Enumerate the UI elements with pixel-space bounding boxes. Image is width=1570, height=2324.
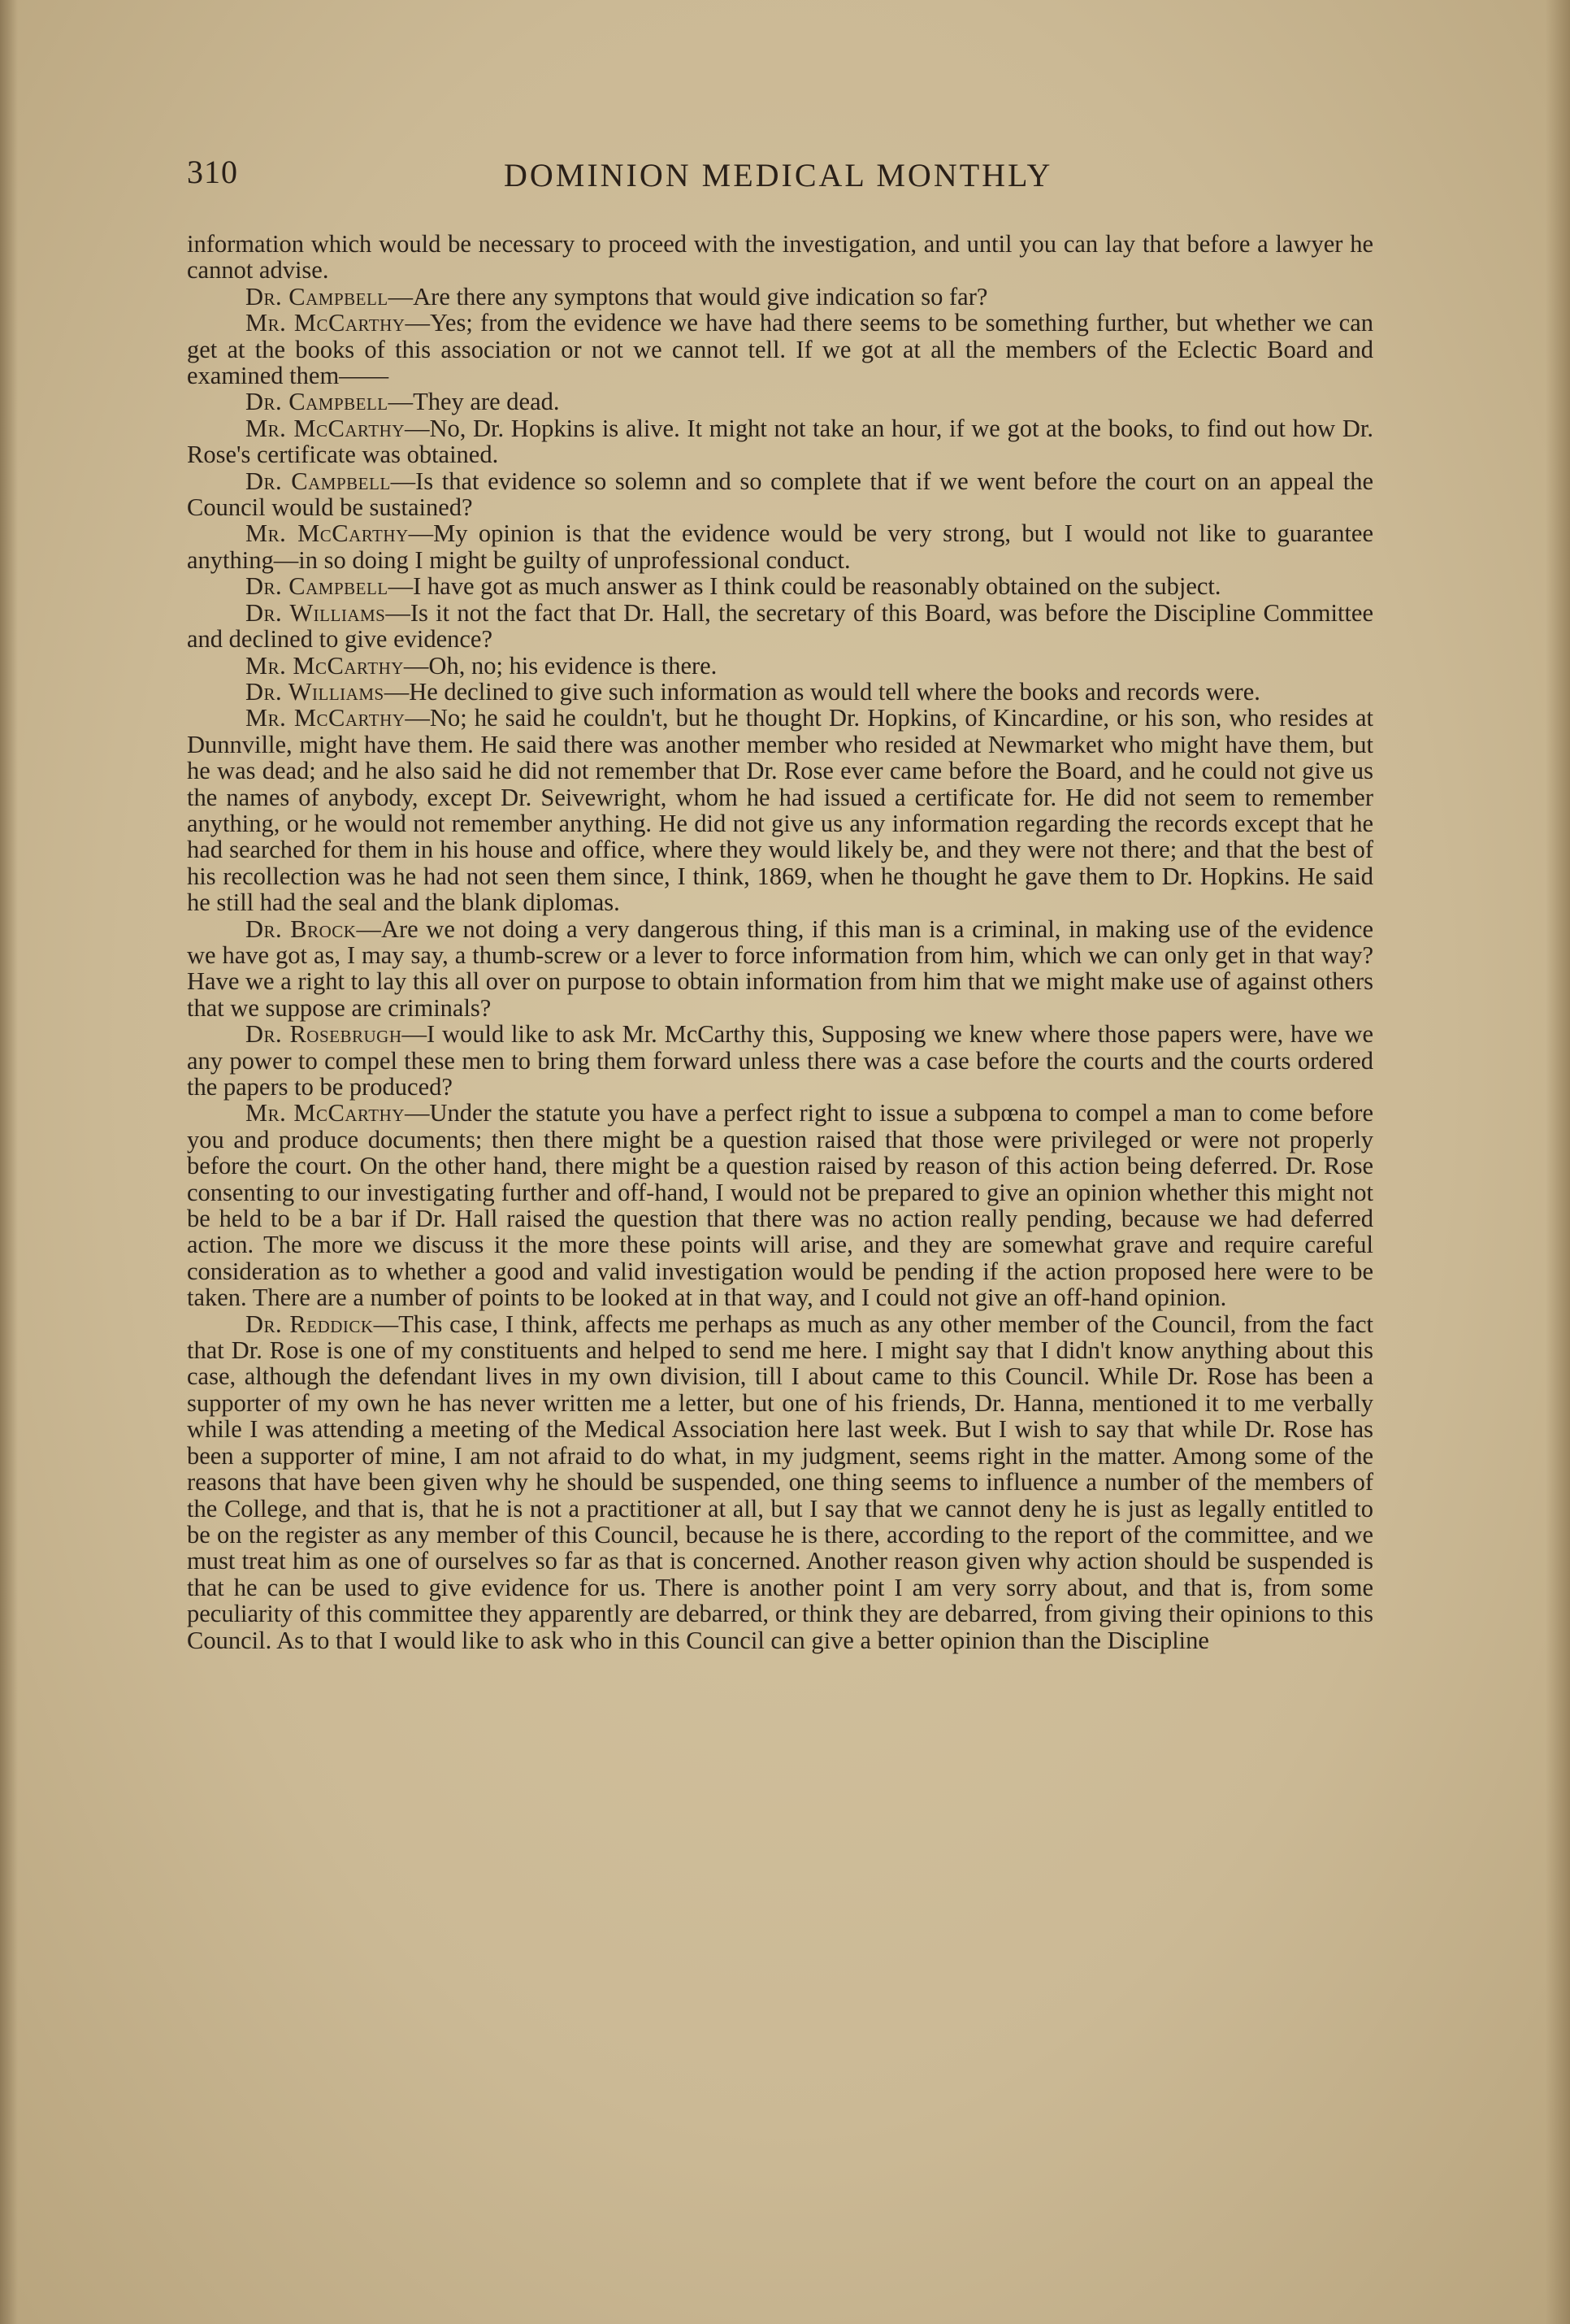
speaker: Dr. Campbell xyxy=(245,282,388,311)
speaker: Mr. McCarthy xyxy=(245,414,405,442)
paragraph-text: —This case, I think, affects me perhaps as much as any other member of the Council, from the fact that Dr. Rose is one of my constituents and helped to send me here. I might say that I didn't know anything about this case, although the defendant lives in my own division, till I about came to this Council. While Dr. Rose has been a supporter of my own he has never written me a letter, but one of his friends, Dr. Hanna, mentioned it to me verbally while I was attending a meeting of the Medical Association here last week. But I wish to say that while Dr. Rose has been a supporter of mine, I am not afraid to do what, in my judgment, seems right in the matter. Among some of the reasons that have been given why he should be suspended, one thing seems to influence a number of the members of the College, and that is, that he is not a practitioner at all, but I say that we cannot deny he is just as legally entitled to be on the register as any member of this Council, because he is there, according to the report of the committee, and we must treat him as one of ourselves so far as that is concerned. Another reason given why action should be suspended is that he can be used to give evidence for us. There is another point I am very sorry about, and that is, from some peculiarity of this committee they apparently are debarred, or think they are debarred, from giving their opinions to this Council. As to that I would like to ask who in this Council can give a better opinion than the Discipline xyxy=(187,1310,1373,1654)
paragraph-text: —No, Dr. Hopkins is alive. It might not take an hour, if we got at the books, to find out how Dr. Rose's certificate was obtained. xyxy=(187,414,1373,469)
paragraph xyxy=(187,705,1373,915)
page-number: 310 xyxy=(187,154,238,190)
paragraph xyxy=(187,600,1373,653)
paragraph xyxy=(187,1021,1373,1100)
journal-title: DOMINION MEDICAL MONTHLY xyxy=(504,157,1053,193)
paragraph xyxy=(187,653,1373,679)
paragraph xyxy=(187,415,1373,468)
paragraph xyxy=(187,284,1373,310)
paragraph-text: —Are we not doing a very dangerous thing, if this man is a criminal, in making use of the evidence we have got as, I may say, a thumb-screw or a lever to force information from him, which we can only get in that way? Have we a right to lay this all over on purpose to obtain information from him that we might make use of against others that we suppose are criminals? xyxy=(187,914,1373,1022)
speaker: Mr. McCarthy xyxy=(245,309,406,337)
paragraph xyxy=(187,389,1373,415)
paragraph-text: —My opinion is that the evidence would be very strong, but I would not like to guarantee anything—in so doing I might be guilty of unprofessional conduct. xyxy=(187,519,1373,574)
paragraph-text: —No; he said he couldn't, but he thought Dr. Hopkins, of Kincardine, or his son, who resides at Dunnville, might have them. He said there was another member who resided at Newmarket who might have them, but he was dead; and he also said he did not remember that Dr. Rose ever came before the Board, and he could not give us the names of anybody, except Dr. Seivewright, whom he had issued a certificate for. He did not seem to remember anything, or he would not remember anything. He did not give us any information regarding the records except that he had searched for them in his house and office, where they would likely be, and they were not there; and that the best of his recollection was he had not seen them since, I think, 1869, when he thought he gave them to Dr. Hopkins. He said he still had the seal and the blank diplomas. xyxy=(187,704,1373,917)
running-header xyxy=(187,153,1373,202)
paragraph-text: —Is it not the fact that Dr. Hall, the secretary of this Board, was before the Discipline Committee and declined to give evidence? xyxy=(187,598,1373,654)
paragraph-text: —I would like to ask Mr. McCarthy this, Supposing we knew where those papers were, have we any power to compel these men to bring them forward unless there was a case before the courts and the courts ordered the papers to be produced? xyxy=(187,1020,1373,1101)
speaker: Dr. Reddick xyxy=(245,1310,374,1338)
speaker: Dr. Campbell xyxy=(245,467,391,495)
paragraph xyxy=(187,1100,1373,1310)
speaker: Dr. Brock xyxy=(245,914,357,943)
paragraph-text: —He declined to give such information as would tell where the books and records were. xyxy=(384,677,1260,706)
speaker: Mr. McCarthy xyxy=(245,704,406,732)
paragraph-text: —I have got as much answer as I think could be reasonably obtained on the subject. xyxy=(388,572,1221,601)
speaker: Dr. Williams xyxy=(245,598,386,627)
speaker: Dr. Williams xyxy=(245,677,384,706)
paragraph-text: —They are dead. xyxy=(388,388,560,416)
paragraph xyxy=(187,520,1373,573)
speaker: Dr. Campbell xyxy=(245,388,388,416)
paragraph xyxy=(187,1311,1373,1653)
paragraph xyxy=(187,916,1373,1022)
paragraph-text: —Yes; from the evidence we have had there seems to be something further, but whether we can get at the books of this association or not we cannot tell. If we got at all the members of the Eclectic Board and examined them—— xyxy=(187,309,1373,390)
speaker: Mr. McCarthy xyxy=(245,519,409,548)
paragraph-text: —Is that evidence so solemn and so complete that if we went before the court on an appeal the Council would be sustained? xyxy=(187,467,1373,522)
paragraph xyxy=(187,468,1373,521)
speaker: Mr. McCarthy xyxy=(245,651,404,680)
speaker: Mr. McCarthy xyxy=(245,1099,405,1127)
paragraph xyxy=(187,231,1373,284)
paragraph xyxy=(187,573,1373,599)
speaker: Dr. Rosebrugh xyxy=(245,1020,402,1049)
speaker: Dr. Campbell xyxy=(245,572,388,601)
page-body xyxy=(187,231,1373,1653)
paragraph-text: —Oh, no; his evidence is there. xyxy=(403,651,718,680)
paragraph xyxy=(187,679,1373,705)
paragraph xyxy=(187,310,1373,389)
paragraph-text: —Under the statute you have a perfect right to issue a subpœna to compel a man to come before you and produce documents; then there might be a question raised that those were privileged or were not properly before the court. On the other hand, there might be a question raised by reason of this action being deferred. Dr. Rose consenting to our investigating further and off-hand, I would not be prepared to give an opinion whether this might not be held to be a bar if Dr. Hall raised the question that there was no action really pending, because we had deferred action. The more we discuss it the more these points will arise, and they are somewhat grave and require careful consideration as to whether a good and valid investigation would be pending if the action proposed here were to be taken. There are a number of points to be looked at in that way, and I could not give an off-hand opinion. xyxy=(187,1099,1373,1312)
paragraph-text: —Are there any symptons that would give indication so far? xyxy=(388,282,988,311)
paragraph-text: information which would be necessary to proceed with the investigation, and until you can lay that before a lawyer he cannot advise. xyxy=(187,230,1373,285)
